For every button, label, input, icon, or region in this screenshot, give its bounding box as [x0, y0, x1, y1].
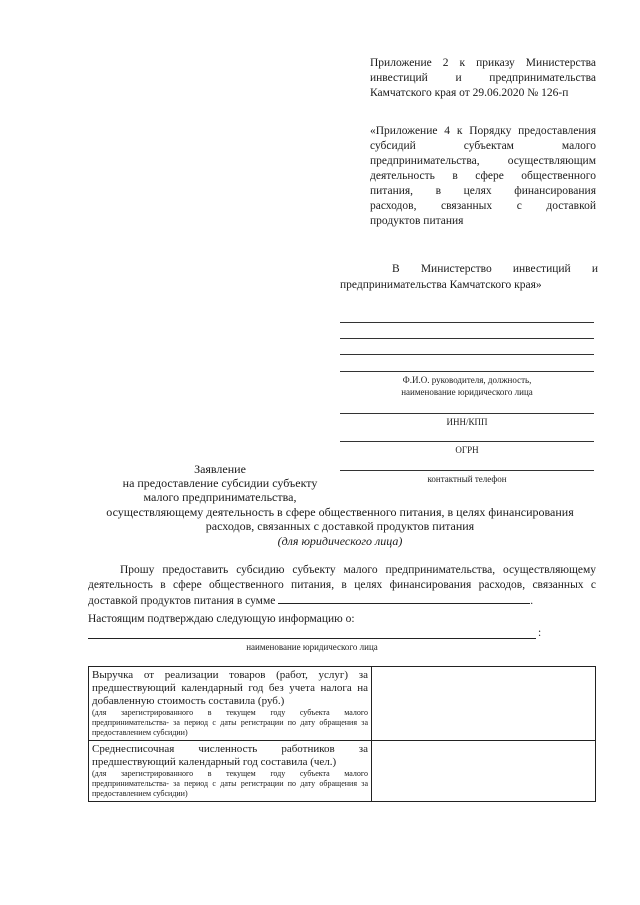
- appendix4-line: продуктов питания: [370, 215, 464, 227]
- employees-label: Среднесписочная численность работников за предшествующий календарный год составила (чел.): [92, 743, 368, 768]
- inn-kpp-caption: ИНН/КПП: [446, 417, 488, 427]
- revenue-note: (для зарегистрированного в текущем году субъекта малого предпринимательства- за период с даты регистрации по дату обращения за предоставлением субсидии): [92, 708, 368, 737]
- table-cell-label: [89, 741, 372, 802]
- appendix4-header: [370, 124, 596, 229]
- request-line3-text: доставкой продуктов питания в сумме: [88, 595, 276, 607]
- revenue-label: Выручка от реализации товаров (работ, услуг) за предшествующий календарный год без учета налога на добавленную стоимость составила (руб.): [92, 669, 368, 707]
- employees-note: (для зарегистрированного в текущем году субъекта малого предпринимательства- за период с даты регистрации по дату обращения за предоставлением субсидии): [92, 769, 368, 798]
- legal-name-caption: наименование юридического лица: [246, 642, 378, 652]
- table-row: [89, 667, 596, 741]
- request-line2: деятельность в сфере общественного питания, в целях финансирования расходов, связанных с: [88, 579, 596, 591]
- appendix-line: Приложение 2 к приказу Министерства: [370, 57, 596, 69]
- appendix4-line: предпринимательства, осуществляющим: [370, 155, 596, 167]
- addressee-line2: предпринимательства Камчатского края»: [340, 279, 542, 291]
- request-line3: [88, 593, 596, 608]
- appendix4-line: деятельность в сфере общественного: [370, 170, 596, 182]
- amount-field[interactable]: [278, 593, 530, 604]
- page-title: Заявление: [194, 462, 246, 476]
- phone-caption: контактный телефон: [427, 474, 507, 484]
- title-line5: расходов, связанных с доставкой продуктов питания: [205, 519, 475, 533]
- ogrn-caption: ОГРН: [455, 445, 479, 455]
- phone-line[interactable]: [340, 470, 594, 471]
- title-line3: малого предпринимательства,: [143, 490, 297, 504]
- legal-name-colon: :: [538, 627, 542, 639]
- appendix4-line: «Приложение 4 к Порядку предоставления: [370, 125, 596, 137]
- fio-line-2[interactable]: [340, 338, 594, 339]
- title-line4: осуществляющему деятельность в сфере общественного питания, в целях финансирования: [106, 505, 574, 519]
- employees-value-cell[interactable]: [372, 741, 596, 802]
- title-line2: на предоставление субсидии субъекту: [122, 476, 318, 490]
- fio-line-1[interactable]: [340, 322, 594, 323]
- appendix4-line: расходов, связанных с доставкой: [370, 200, 596, 212]
- confirm-text: Настоящим подтверждаю следующую информацию о:: [88, 613, 355, 625]
- ogrn-line[interactable]: [340, 441, 594, 442]
- request-line1: Прошу предоставить субсидию субъекту малого предпринимательства, осуществляющему: [120, 564, 596, 576]
- appendix-line: Камчатского края от 29.06.2020 № 126-п: [370, 87, 569, 99]
- appendix4-line: питания, в целях финансирования: [370, 185, 596, 197]
- appendix-line: инвестиций и предпринимательства: [370, 72, 596, 84]
- appendix-header: [370, 56, 596, 101]
- legal-name-line[interactable]: [88, 638, 536, 639]
- info-table: [88, 666, 596, 802]
- fio-line-4[interactable]: [340, 371, 594, 372]
- table-row: [89, 741, 596, 802]
- request-period: .: [530, 595, 534, 607]
- revenue-value-cell[interactable]: [372, 667, 596, 741]
- addressee-line1: В Министерство инвестиций и: [392, 263, 598, 275]
- title-line6: (для юридического лица): [277, 534, 403, 548]
- fio-caption-line2: наименование юридического лица: [401, 387, 533, 397]
- inn-kpp-line[interactable]: [340, 413, 594, 414]
- appendix4-line: субсидий субъектам малого: [370, 140, 596, 152]
- fio-line-3[interactable]: [340, 354, 594, 355]
- table-cell-label: [89, 667, 372, 741]
- fio-caption-line1: Ф.И.О. руководителя, должность,: [402, 375, 532, 385]
